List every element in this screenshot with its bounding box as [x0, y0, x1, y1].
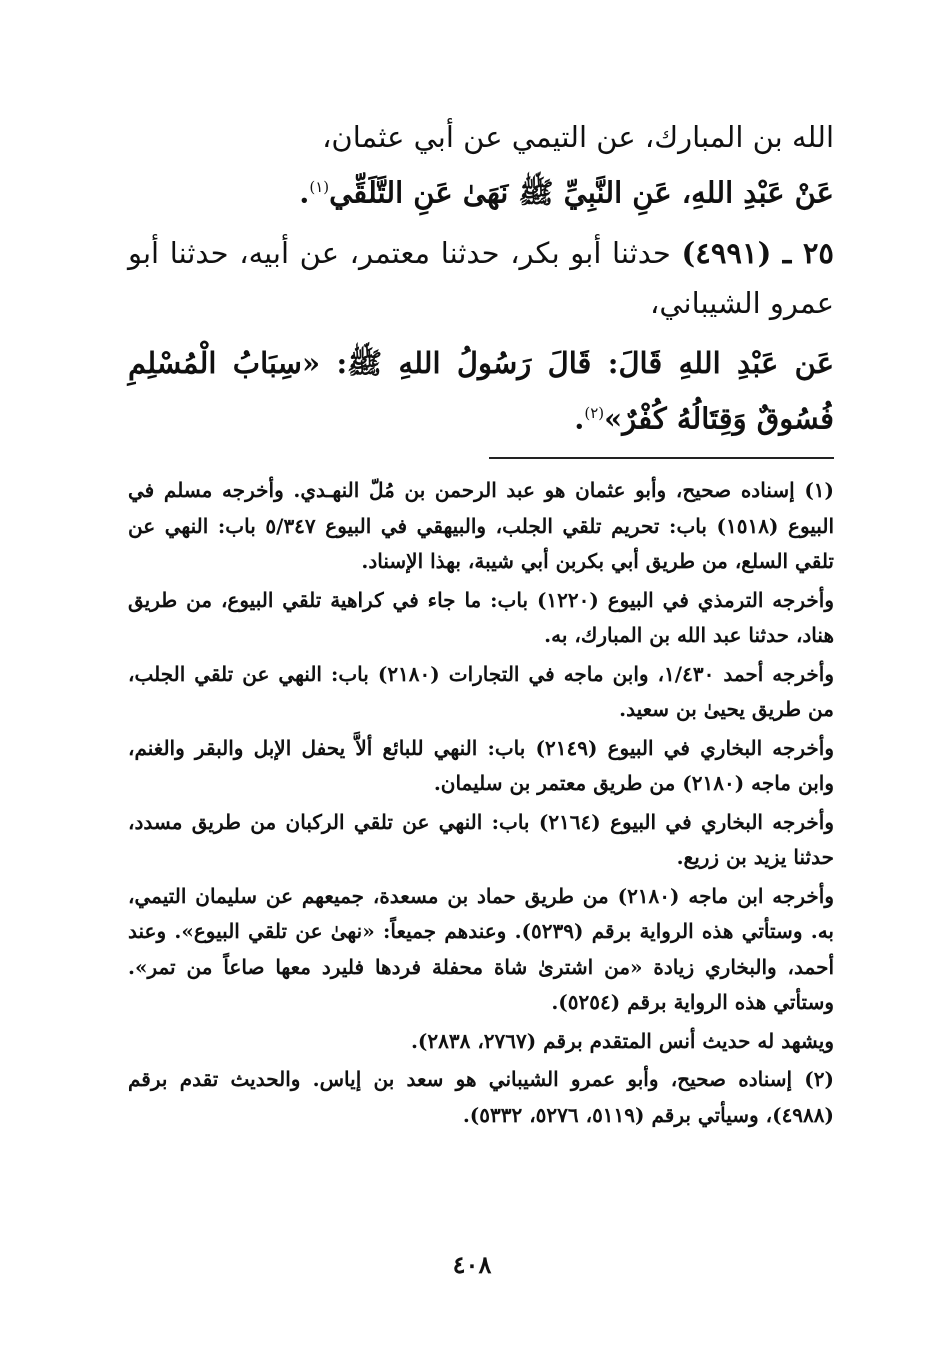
hadith-1-end: .	[299, 175, 310, 210]
footnote-separator	[489, 457, 834, 459]
footnote-ref-2: (٢)	[584, 403, 605, 422]
hadith-2-body: عَن عَبْدِ اللهِ قَالَ: قَالَ رَسُولُ اللهِ ﷺ: «سِبَابُ الْمُسْلِمِ فُسُوقٌ وَقِتَالُهُ كُفْرٌ»	[128, 345, 834, 436]
page-number: ٤٠٨	[452, 1250, 492, 1279]
footnote-paragraph: وأخرجه أحمد ١/٤٣٠، وابن ماجه في التجارات (٢١٨٠) باب: النهي عن تلقي الجلب، من طريق يحيىٰ بن سعيد.	[128, 661, 835, 722]
hadith-2-end: .	[574, 401, 585, 436]
hadith-text-1	[128, 162, 834, 218]
footnote-ref-1: (١)	[309, 178, 330, 196]
footnote-paragraph: (١) إسناده صحيح، وأبو عثمان هو عبد الرحمن بن مُلّ النهـدي. وأخرجه مسلم في البيوع (١٥١٨) باب: تحريم تلقي الجلب، والبيهقي في البيوع ٥/٣٤٧ باب: النهي عن تلقي السلع، من طريق أبي بكربن أبي شيبة، بهذا الإسناد.	[128, 478, 834, 574]
entry-number: ٢٥ ـ (٤٩٩١)	[681, 235, 834, 270]
footnote-paragraph: وأخرجه الترمذي في البيوع (١٢٢٠) باب: ما جاء في كراهية تلقي البيوع، من طريق هناد، حدثنا عبد الله بن المبارك، به.	[128, 587, 834, 648]
footnote-paragraph: (٢) إسناده صحيح، وأبو عمرو الشيباني هو سعد بن إياس. والحديث تقدم برقم (٤٩٨٨)، وسيأتي برقم (٥١١٩، ٥٢٧٦، ٥٣٣٢).	[128, 1067, 834, 1127]
footnote-paragraph: ويشهد له حديث أنس المتقدم برقم (٢٧٦٧، ٢٨٣٨).	[410, 1028, 834, 1053]
footnote-paragraph: وأخرجه ابن ماجه (٢١٨٠) من طريق حماد بن مسعدة، جميعهم عن سليمان التيمي، به. وستأتي هذه الرواية برقم (٥٢٣٩). وعندهم جميعاً: «نهىٰ عن تلقي البيوع». وعند أحمد، والبخاري زيادة «من اشترىٰ شاة محفلة فردها فليرد معها صاعاً من تمر». وستأتي هذه الرواية برقم (٥٢٥٤).	[128, 883, 834, 1015]
entry-line	[128, 228, 834, 328]
hadith-1-body: عَنْ عَبْدِ اللهِ، عَنِ النَّبِيِّ ﷺ نَهَىٰ عَنِ التَّلَقِّي	[329, 175, 834, 210]
footnote-paragraph: وأخرجه البخاري في البيوع (٢١٤٩) باب: النهي للبائع ألاَّ يحفل الإبل والبقر والغنم، وابن ماجه (٢١٨٠) من طريق معتمر بن سليمان.	[128, 735, 834, 796]
hadith-text-2	[128, 338, 834, 444]
main-text	[128, 112, 834, 443]
page-body	[128, 112, 834, 1331]
footnote-paragraph: وأخرجه البخاري في البيوع (٢١٦٤) باب: النهي عن تلقي الركبان من طريق مسدد، حدثنا يزيد بن زريع.	[128, 809, 835, 870]
footnotes	[128, 473, 834, 1133]
chain-line: الله بن المبارك، عن التيمي عن أبي عثمان،	[322, 120, 834, 154]
entry-chain: حدثنا أبو بكر، حدثنا معتمر، عن أبيه، حدثنا أبو عمرو الشيباني،	[128, 235, 834, 320]
